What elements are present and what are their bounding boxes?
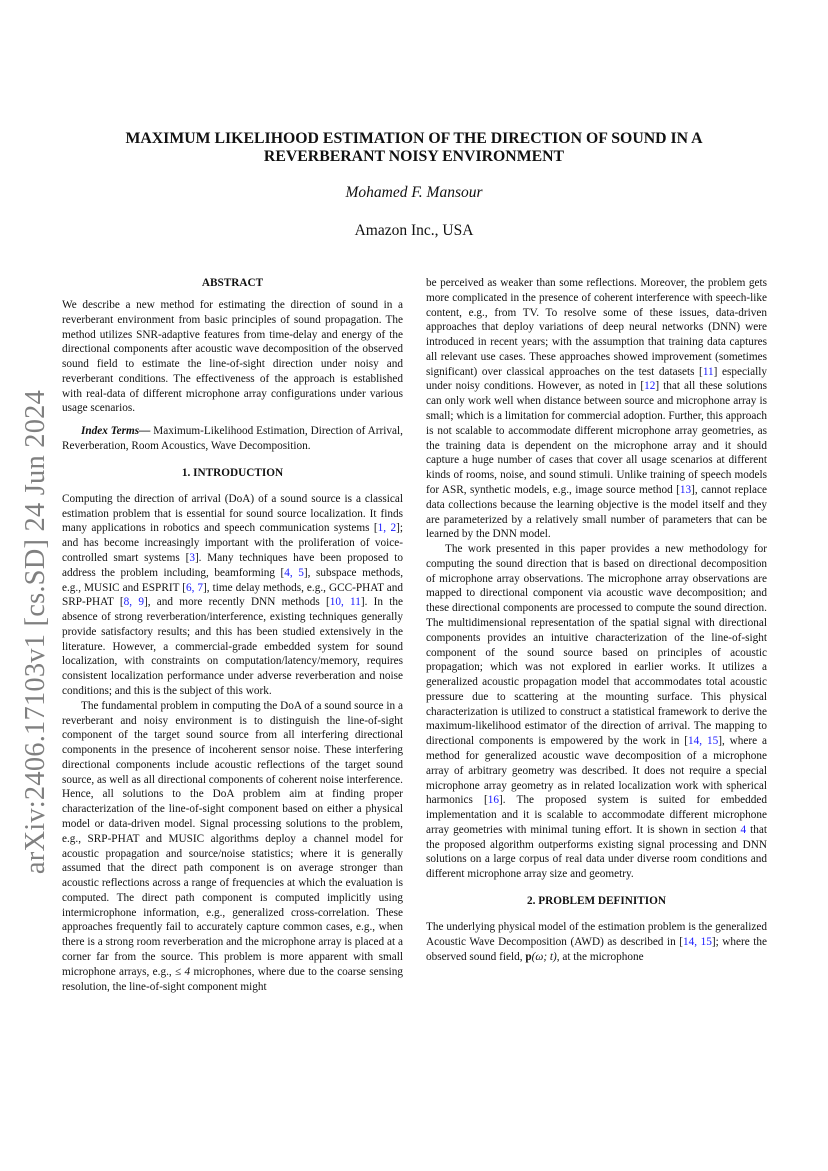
- text-run: , at the microphone: [556, 950, 644, 963]
- intro-paragraph-1: [62, 492, 403, 699]
- text-run: The fundamental problem in computing the DoA of a sound source in a reverberant and noisy environment is to distinguish the line-of-sight component of the target sound source from all interfering directional components in the presence of incoherent sensor noise. These interfering directional components include acoustic reflections of the target sound source, as well as all directional components of coherent noise interference. Hence, all solutions to the DoA problem aim at finding proper characterization of the line-of-sight component based on either a physical model or data-driven model. Signal processing solutions to the problem, e.g., SRP-PHAT and MUSIC algorithms deploy a channel model for acoustic propagation and source/noise statistics; where it is generally assumed that the direct path component is on average stronger than acoustic reflections across a range of frequencies at which the evaluation is computed. The direct path component is computed implicitly using intermicrophone information, e.g., generalized cross-correlation. These approaches frequently fail to accurately capture common cases, e.g., when there is a strong room reverberation and the microphone array is placed at a corner far from the source. This problem is more apparent with small microphone arrays, e.g.,: [62, 699, 403, 978]
- index-terms-label: Index Terms—: [81, 425, 151, 438]
- text-run: ], and more recently DNN methods [: [143, 596, 330, 609]
- text-run: ] especially under noisy conditions. However, as noted in [: [426, 365, 767, 393]
- citation-link[interactable]: 11: [702, 365, 714, 378]
- section-1-heading: 1. INTRODUCTION: [181, 466, 284, 479]
- intro-paragraph-2-continued: [426, 276, 767, 542]
- text-run: ] that all these solutions can only work well when distance between source and microphone array is small; which is a limitation for commercial adoption. Further, this approach is not scalable to accommodate different microphone array geometries, as the training data is dependent on the microphone array and it should capture a huge number of cases that cover all usage scenarios at different kinds of rooms, noise, and sound stimuli. Unlike training of speech models for ASR, synthetic models, e.g., image source method [: [426, 380, 767, 496]
- text-run: ], subspace methods, e.g., MUSIC and ESPRIT [: [62, 566, 404, 594]
- citation-link[interactable]: 3: [189, 551, 195, 564]
- citation-link[interactable]: 10, 11: [329, 596, 361, 609]
- text-run: The work presented in this paper provides a new methodology for computing the sound direction that is based on directional decomposition of microphone array observations. The microphone array observations are mapped to directional component via acoustic wave decomposition; and these directional components are processed to compute the sound direction. The multidimensional representation of the spatial signal with directional components provides an intuitive characterization of the line-of-sight component of the sound source based on principles of acoustic propagation; which was not explored in earlier works. It utilizes a generalized acoustic propagation model that accommodates total acoustic pressure due to scattering at the mounting surface. This physical characterization is utilized to construct a statistical framework to derive the maximum-likelihood estimator of the direction of arrival. The mapping to directional components is empowered by the work in [: [426, 543, 767, 748]
- inline-math: (ω; t): [531, 950, 557, 963]
- inline-math: ≤ 4: [175, 965, 191, 978]
- citation-link[interactable]: 14, 15: [683, 935, 712, 948]
- arxiv-identifier-stamp: arXiv:2406.17103v1 [cs.SD] 24 Jun 2024: [20, 389, 51, 875]
- citation-link[interactable]: 8, 9: [123, 596, 144, 609]
- problem-definition-paragraph: [426, 920, 767, 964]
- text-run: that the proposed algorithm outperforms existing signal processing and DNN solutions on a large corpus of real data under diverse room conditions and different microphone array size and geometry.: [426, 823, 767, 881]
- citation-link[interactable]: 12: [644, 380, 656, 393]
- text-run: ]; and has become increasingly important with the proliferation of voice-controlled smart systems [: [62, 522, 403, 564]
- citation-link[interactable]: 16: [487, 794, 499, 807]
- citation-link[interactable]: 6, 7: [185, 581, 204, 594]
- citation-link[interactable]: 1, 2: [377, 522, 397, 535]
- intro-paragraph-2: [62, 699, 403, 995]
- text-run: The underlying physical model of the estimation problem is the generalized Acoustic Wave Decomposition (AWD) as described in [: [426, 921, 767, 948]
- author-affiliation: Amazon Inc., USA: [354, 222, 474, 239]
- text-run: ], where a method for generalized acoustic wave decomposition of a microphone array of arbitrary geometry was described. It does not require a special microphone array geometry as in related localization work with spherical harmonics [: [426, 735, 767, 807]
- author-name: Mohamed F. Mansour: [345, 184, 483, 201]
- intro-paragraph-3: [426, 542, 767, 882]
- index-terms: [62, 424, 403, 454]
- abstract-text: We describe a new method for estimating the direction of sound in a reverberant environment from basic principles of sound propagation. The method utilizes SNR-adaptive features from time-delay and energy of the directional components after acoustic wave decomposition of the observed sound field to estimate the line-of-sight direction under noisy and reverberant conditions. The effectiveness of the approach is established with real-data of different microphone array configurations under various usage scenarios.: [62, 299, 403, 415]
- index-terms-text: Maximum-Likelihood Estimation, Direction of Arrival, Reverberation, Room Acoustics, Wave Decomposition.: [62, 425, 403, 453]
- text-run: ]. The proposed system is suited for embedded implementation and it is scalable to accommodate different microphone array geometries with minimal tuning effort. It is shown in section: [426, 794, 767, 836]
- citation-link[interactable]: 14, 15: [688, 735, 719, 748]
- text-run: microphones, where due to the coarse sensing resolution, the line-of-sight component might: [62, 965, 403, 993]
- section-link[interactable]: 4: [740, 823, 747, 836]
- paper-title: MAXIMUM LIKELIHOOD ESTIMATION OF THE DIRECTION OF SOUND IN A REVERBERANT NOISY ENVIRONMENT: [125, 130, 703, 165]
- text-run: be perceived as weaker than some reflections. Moreover, the problem gets more complicated in the presence of coherent interference with speech-like content, e.g., from TV. To resolve some of these issues, data-driven approaches that deploy variations of deep neural networks (DNN) were introduced in recent years; with the assumption that training data captures all relevant use cases. These approaches showed improvement (sometimes significant) over classical approaches on the test datasets [: [426, 277, 767, 378]
- left-column: [62, 276, 403, 994]
- abstract-heading: ABSTRACT: [201, 277, 264, 289]
- text-run: ], time delay methods, e.g., GCC-PHAT and SRP-PHAT [: [62, 581, 403, 609]
- section-2-heading: 2. PROBLEM DEFINITION: [526, 895, 667, 908]
- inline-math-vector: p: [525, 950, 532, 963]
- right-column: [426, 276, 767, 964]
- text-run: ]. In the absence of strong reverberation/interference, existing techniques generally provide satisfactory results; and this has been studied extensively in the literature. However, a commercial-grade embedded system for sound localization, with constraints on computation/latency/memory, requires consistent localization performance under adverse reverberation and noise conditions; and this is the subject of this work.: [62, 596, 403, 697]
- citation-link[interactable]: 4, 5: [284, 566, 304, 579]
- text-run: Computing the direction of arrival (DoA) of a sound source is a classical estimation problem that is essential for sound source localization. It finds many applications in robotics and speech communication systems [: [62, 492, 403, 535]
- text-run: ]. Many techniques have been proposed to address the problem including, beamforming [: [62, 551, 403, 579]
- text-run: ]; where the observed sound field,: [426, 935, 767, 963]
- text-run: ], cannot replace data collections because the learning objective is the model itself and they are parameterized by a relatively small number of parameters that can be learned by the DNN model.: [426, 483, 767, 541]
- citation-link[interactable]: 13: [679, 483, 692, 496]
